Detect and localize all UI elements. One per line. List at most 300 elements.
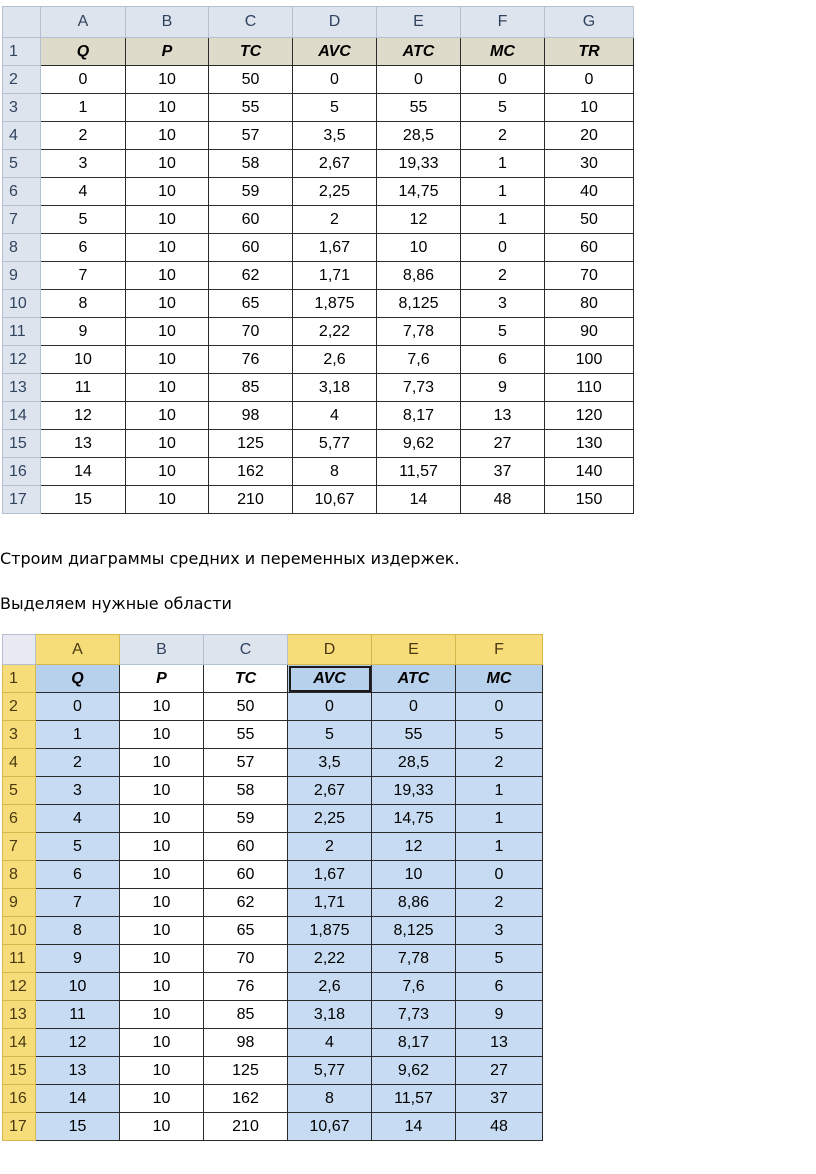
- cell[interactable]: 3: [41, 150, 126, 178]
- table-row: [3, 665, 543, 693]
- cell[interactable]: 27: [461, 430, 545, 458]
- cell[interactable]: 1: [461, 178, 545, 206]
- cell[interactable]: 60: [204, 833, 288, 861]
- cell[interactable]: 2: [461, 122, 545, 150]
- table-row: [3, 206, 634, 234]
- cell[interactable]: 14: [41, 458, 126, 486]
- cell[interactable]: 13: [461, 402, 545, 430]
- cell[interactable]: 10: [126, 66, 209, 94]
- column-header-g[interactable]: G: [545, 7, 634, 38]
- row-header[interactable]: 2: [3, 66, 41, 94]
- cell[interactable]: 8: [293, 458, 377, 486]
- cell[interactable]: 76: [204, 973, 288, 1001]
- cell[interactable]: 28,5: [377, 122, 461, 150]
- cell[interactable]: 10: [120, 973, 204, 1001]
- cell[interactable]: 2,67: [288, 777, 372, 805]
- cell[interactable]: 0: [36, 693, 120, 721]
- cell[interactable]: 6: [36, 861, 120, 889]
- cell[interactable]: 7,78: [372, 945, 456, 973]
- cell[interactable]: 60: [204, 861, 288, 889]
- column-header-f[interactable]: F: [461, 7, 545, 38]
- cell[interactable]: 110: [545, 374, 634, 402]
- column-header-e[interactable]: E: [377, 7, 461, 38]
- row-header[interactable]: 6: [3, 178, 41, 206]
- cell[interactable]: 5: [288, 721, 372, 749]
- cell[interactable]: 1: [456, 777, 543, 805]
- header-cell[interactable]: Q: [36, 665, 120, 693]
- table-row: [3, 1113, 543, 1141]
- row-header[interactable]: 8: [3, 861, 36, 889]
- cell[interactable]: 9,62: [377, 430, 461, 458]
- cell[interactable]: 1: [461, 206, 545, 234]
- cell[interactable]: 28,5: [372, 749, 456, 777]
- cell[interactable]: 8,125: [372, 917, 456, 945]
- table-row: [3, 889, 543, 917]
- cell[interactable]: 10: [126, 318, 209, 346]
- cell[interactable]: 8: [288, 1085, 372, 1113]
- cell[interactable]: 4: [293, 402, 377, 430]
- row-header[interactable]: 3: [3, 721, 36, 749]
- cell[interactable]: 10: [120, 749, 204, 777]
- cell[interactable]: 37: [456, 1085, 543, 1113]
- row-header[interactable]: 17: [3, 486, 41, 514]
- row-header[interactable]: 14: [3, 402, 41, 430]
- cell[interactable]: 14: [372, 1113, 456, 1141]
- cell[interactable]: 4: [288, 1029, 372, 1057]
- cell[interactable]: 7,6: [372, 973, 456, 1001]
- cell[interactable]: 3,5: [293, 122, 377, 150]
- cell[interactable]: 85: [209, 374, 293, 402]
- cell[interactable]: 1: [456, 833, 543, 861]
- column-header-d[interactable]: D: [293, 7, 377, 38]
- cell[interactable]: 60: [545, 234, 634, 262]
- cell[interactable]: 14,75: [377, 178, 461, 206]
- cell[interactable]: 2,22: [293, 318, 377, 346]
- cell[interactable]: 10: [377, 234, 461, 262]
- row-header[interactable]: 9: [3, 889, 36, 917]
- cell[interactable]: 6: [456, 973, 543, 1001]
- column-header-c[interactable]: C: [209, 7, 293, 38]
- cell[interactable]: 10: [120, 917, 204, 945]
- row-header[interactable]: 13: [3, 374, 41, 402]
- cell[interactable]: 0: [377, 66, 461, 94]
- table-row: [3, 66, 634, 94]
- cell[interactable]: 2: [461, 262, 545, 290]
- cell[interactable]: 1,67: [293, 234, 377, 262]
- cell[interactable]: 60: [209, 234, 293, 262]
- cell[interactable]: 37: [461, 458, 545, 486]
- row-header[interactable]: 12: [3, 973, 36, 1001]
- cell[interactable]: 4: [41, 178, 126, 206]
- table-row: [3, 486, 634, 514]
- cell[interactable]: 2: [456, 889, 543, 917]
- column-header-b[interactable]: B: [126, 7, 209, 38]
- cell[interactable]: 8,125: [377, 290, 461, 318]
- cell[interactable]: 10: [120, 1001, 204, 1029]
- cell[interactable]: 11,57: [372, 1085, 456, 1113]
- header-cell[interactable]: MC: [461, 38, 545, 66]
- cell[interactable]: 5: [461, 318, 545, 346]
- row-header[interactable]: 13: [3, 1001, 36, 1029]
- cell[interactable]: 10: [120, 945, 204, 973]
- header-cell[interactable]: Q: [41, 38, 126, 66]
- cell[interactable]: 85: [204, 1001, 288, 1029]
- cell[interactable]: 3: [461, 290, 545, 318]
- cell[interactable]: 55: [377, 94, 461, 122]
- column-header-b[interactable]: B: [120, 635, 204, 665]
- row-header[interactable]: 6: [3, 805, 36, 833]
- table-row: [3, 973, 543, 1001]
- column-header-c[interactable]: C: [204, 635, 288, 665]
- row-header[interactable]: 10: [3, 917, 36, 945]
- cell[interactable]: 12: [377, 206, 461, 234]
- row-header[interactable]: 17: [3, 1113, 36, 1141]
- cell[interactable]: 20: [545, 122, 634, 150]
- cell[interactable]: 8,17: [377, 402, 461, 430]
- cell[interactable]: 1,71: [293, 262, 377, 290]
- cell[interactable]: 10: [126, 150, 209, 178]
- cell[interactable]: 76: [209, 346, 293, 374]
- row-header[interactable]: 16: [3, 1085, 36, 1113]
- cell[interactable]: 2: [456, 749, 543, 777]
- cell[interactable]: 13: [41, 430, 126, 458]
- row-header[interactable]: 3: [3, 94, 41, 122]
- row-header[interactable]: 4: [3, 749, 36, 777]
- row-header[interactable]: 11: [3, 318, 41, 346]
- cell[interactable]: 10: [41, 346, 126, 374]
- cell[interactable]: 10: [120, 805, 204, 833]
- cell[interactable]: 0: [288, 693, 372, 721]
- cell[interactable]: 210: [209, 486, 293, 514]
- cell[interactable]: 55: [204, 721, 288, 749]
- cell[interactable]: 70: [204, 945, 288, 973]
- table-row: [3, 917, 543, 945]
- table-row: [3, 262, 634, 290]
- cell[interactable]: 55: [372, 721, 456, 749]
- cell[interactable]: 10: [36, 973, 120, 1001]
- row-header[interactable]: 1: [3, 38, 41, 66]
- cell[interactable]: 2: [41, 122, 126, 150]
- cell[interactable]: 5: [293, 94, 377, 122]
- cell[interactable]: 0: [456, 861, 543, 889]
- column-header-e[interactable]: E: [372, 635, 456, 665]
- cell[interactable]: 1,67: [288, 861, 372, 889]
- cell[interactable]: 10: [120, 1029, 204, 1057]
- cell[interactable]: 10: [120, 833, 204, 861]
- cell[interactable]: 10: [126, 178, 209, 206]
- cell[interactable]: 57: [204, 749, 288, 777]
- sheet2-grid: [2, 634, 543, 1141]
- table-row: [3, 150, 634, 178]
- cell[interactable]: 12: [41, 402, 126, 430]
- cell[interactable]: 7: [36, 889, 120, 917]
- row-header[interactable]: 12: [3, 346, 41, 374]
- cell[interactable]: 19,33: [372, 777, 456, 805]
- cell[interactable]: 50: [204, 693, 288, 721]
- cell[interactable]: 6: [461, 346, 545, 374]
- cell[interactable]: 9,62: [372, 1057, 456, 1085]
- cell[interactable]: 70: [209, 318, 293, 346]
- table-row: [3, 38, 634, 66]
- cell[interactable]: 8,86: [377, 262, 461, 290]
- cell[interactable]: 10,67: [293, 486, 377, 514]
- cell[interactable]: 15: [41, 486, 126, 514]
- cell[interactable]: 6: [41, 234, 126, 262]
- cell[interactable]: 60: [209, 206, 293, 234]
- cell[interactable]: 2,6: [288, 973, 372, 1001]
- cell[interactable]: 11: [41, 374, 126, 402]
- cell[interactable]: 9: [36, 945, 120, 973]
- cell[interactable]: 57: [209, 122, 293, 150]
- cell[interactable]: 59: [209, 178, 293, 206]
- table-row: [3, 290, 634, 318]
- cell[interactable]: 62: [204, 889, 288, 917]
- cell[interactable]: 7,6: [377, 346, 461, 374]
- header-cell[interactable]: MC: [456, 665, 543, 693]
- column-header-f[interactable]: F: [456, 635, 543, 665]
- header-cell[interactable]: AVC: [288, 665, 372, 693]
- cell[interactable]: 10: [120, 693, 204, 721]
- cell[interactable]: 9: [456, 1001, 543, 1029]
- row-header[interactable]: 15: [3, 1057, 36, 1085]
- column-header-a[interactable]: A: [41, 7, 126, 38]
- cell[interactable]: 48: [461, 486, 545, 514]
- cell[interactable]: 30: [545, 150, 634, 178]
- cell[interactable]: 11: [36, 1001, 120, 1029]
- cell[interactable]: 8: [36, 917, 120, 945]
- cell[interactable]: 5: [456, 721, 543, 749]
- cell[interactable]: 162: [204, 1085, 288, 1113]
- cell[interactable]: 0: [545, 66, 634, 94]
- header-cell[interactable]: P: [126, 38, 209, 66]
- cell[interactable]: 10: [126, 234, 209, 262]
- row-header[interactable]: 9: [3, 262, 41, 290]
- table-row: [3, 122, 634, 150]
- cell[interactable]: 2,25: [293, 178, 377, 206]
- cell[interactable]: 62: [209, 262, 293, 290]
- cell[interactable]: 130: [545, 430, 634, 458]
- cell[interactable]: 65: [204, 917, 288, 945]
- cell[interactable]: 15: [36, 1113, 120, 1141]
- cell[interactable]: 10: [126, 290, 209, 318]
- table-row: [3, 402, 634, 430]
- cell[interactable]: 98: [204, 1029, 288, 1057]
- cell[interactable]: 58: [204, 777, 288, 805]
- row-header[interactable]: 11: [3, 945, 36, 973]
- select-all-corner[interactable]: [3, 635, 36, 665]
- cell[interactable]: 70: [545, 262, 634, 290]
- cell[interactable]: 4: [36, 805, 120, 833]
- cell[interactable]: 2: [293, 206, 377, 234]
- cell[interactable]: 5,77: [288, 1057, 372, 1085]
- row-header[interactable]: 7: [3, 206, 41, 234]
- row-header[interactable]: 7: [3, 833, 36, 861]
- cell[interactable]: 10: [120, 777, 204, 805]
- cell[interactable]: 3: [36, 777, 120, 805]
- header-cell[interactable]: TC: [204, 665, 288, 693]
- cell[interactable]: 13: [456, 1029, 543, 1057]
- cell[interactable]: 0: [461, 234, 545, 262]
- cell[interactable]: 10: [126, 402, 209, 430]
- cell[interactable]: 7,78: [377, 318, 461, 346]
- cell[interactable]: 2,25: [288, 805, 372, 833]
- cell[interactable]: 7: [41, 262, 126, 290]
- cell[interactable]: 1: [456, 805, 543, 833]
- cell[interactable]: 50: [209, 66, 293, 94]
- cell[interactable]: 10: [545, 94, 634, 122]
- table-row: [3, 945, 543, 973]
- header-cell[interactable]: TC: [209, 38, 293, 66]
- column-header-a[interactable]: A: [36, 635, 120, 665]
- row-header[interactable]: 5: [3, 777, 36, 805]
- table-row: [3, 833, 543, 861]
- cell[interactable]: 9: [461, 374, 545, 402]
- cell[interactable]: 1,875: [293, 290, 377, 318]
- table-row: [3, 1001, 543, 1029]
- cell[interactable]: 10: [372, 861, 456, 889]
- cell[interactable]: 10: [120, 1085, 204, 1113]
- cell[interactable]: 140: [545, 458, 634, 486]
- table-row: [3, 430, 634, 458]
- select-all-corner[interactable]: [3, 7, 41, 38]
- row-header[interactable]: 4: [3, 122, 41, 150]
- cell[interactable]: 1,71: [288, 889, 372, 917]
- cell[interactable]: 10: [120, 1057, 204, 1085]
- cell[interactable]: 5: [41, 206, 126, 234]
- cell[interactable]: 14,75: [372, 805, 456, 833]
- row-header[interactable]: 10: [3, 290, 41, 318]
- cell[interactable]: 100: [545, 346, 634, 374]
- cell[interactable]: 27: [456, 1057, 543, 1085]
- row-header[interactable]: 16: [3, 458, 41, 486]
- header-cell[interactable]: ATC: [372, 665, 456, 693]
- cell[interactable]: 14: [377, 486, 461, 514]
- row-header[interactable]: 15: [3, 430, 41, 458]
- header-cell[interactable]: AVC: [293, 38, 377, 66]
- header-cell[interactable]: ATC: [377, 38, 461, 66]
- cell[interactable]: 0: [372, 693, 456, 721]
- cell[interactable]: 10: [126, 374, 209, 402]
- cell[interactable]: 55: [209, 94, 293, 122]
- cell[interactable]: 11,57: [377, 458, 461, 486]
- cell[interactable]: 5: [456, 945, 543, 973]
- row-header[interactable]: 14: [3, 1029, 36, 1057]
- cell[interactable]: 1,875: [288, 917, 372, 945]
- cell[interactable]: 1: [41, 94, 126, 122]
- cell[interactable]: 13: [36, 1057, 120, 1085]
- column-header-d[interactable]: D: [288, 635, 372, 665]
- header-cell[interactable]: TR: [545, 38, 634, 66]
- instruction-line-2: Выделяем нужные области: [0, 594, 232, 613]
- cell[interactable]: 10: [126, 458, 209, 486]
- cell[interactable]: 98: [209, 402, 293, 430]
- cell[interactable]: 8,86: [372, 889, 456, 917]
- instruction-line-1: Строим диаграммы средних и переменных издержек.: [0, 549, 460, 568]
- cell[interactable]: 125: [204, 1057, 288, 1085]
- table-row: [3, 374, 634, 402]
- cell[interactable]: 3,5: [288, 749, 372, 777]
- cell[interactable]: 0: [461, 66, 545, 94]
- table-row: [3, 721, 543, 749]
- cell[interactable]: 5: [36, 833, 120, 861]
- cell[interactable]: 2,6: [293, 346, 377, 374]
- cell[interactable]: 0: [293, 66, 377, 94]
- cell[interactable]: 8,17: [372, 1029, 456, 1057]
- cell[interactable]: 10,67: [288, 1113, 372, 1141]
- cell[interactable]: 80: [545, 290, 634, 318]
- cell[interactable]: 10: [126, 486, 209, 514]
- cell[interactable]: 2,22: [288, 945, 372, 973]
- cell[interactable]: 10: [120, 861, 204, 889]
- row-header[interactable]: 5: [3, 150, 41, 178]
- cell[interactable]: 2,67: [293, 150, 377, 178]
- cell[interactable]: 10: [126, 206, 209, 234]
- cell[interactable]: 150: [545, 486, 634, 514]
- cell[interactable]: 10: [126, 122, 209, 150]
- cell[interactable]: 50: [545, 206, 634, 234]
- cell[interactable]: 7,73: [372, 1001, 456, 1029]
- cell[interactable]: 162: [209, 458, 293, 486]
- table-row: [3, 861, 543, 889]
- cell[interactable]: 5: [461, 94, 545, 122]
- cell[interactable]: 10: [120, 889, 204, 917]
- cell[interactable]: 58: [209, 150, 293, 178]
- table-row: [3, 458, 634, 486]
- cell[interactable]: 10: [126, 94, 209, 122]
- cell[interactable]: 10: [120, 1113, 204, 1141]
- table-row: [3, 1057, 543, 1085]
- cell[interactable]: 0: [41, 66, 126, 94]
- cell[interactable]: 120: [545, 402, 634, 430]
- table-row: [3, 94, 634, 122]
- cell[interactable]: 0: [456, 693, 543, 721]
- table-row: [3, 749, 543, 777]
- cell[interactable]: 59: [204, 805, 288, 833]
- cell[interactable]: 40: [545, 178, 634, 206]
- table-row: [3, 234, 634, 262]
- cell[interactable]: 3,18: [293, 374, 377, 402]
- cell[interactable]: 10: [126, 346, 209, 374]
- cell[interactable]: 3: [456, 917, 543, 945]
- cell[interactable]: 8: [41, 290, 126, 318]
- row-header[interactable]: 2: [3, 693, 36, 721]
- cell[interactable]: 1: [461, 150, 545, 178]
- cell[interactable]: 48: [456, 1113, 543, 1141]
- cell[interactable]: 210: [204, 1113, 288, 1141]
- cell[interactable]: 14: [36, 1085, 120, 1113]
- cell[interactable]: 2: [288, 833, 372, 861]
- table-row: [3, 318, 634, 346]
- cell[interactable]: 3,18: [288, 1001, 372, 1029]
- cell[interactable]: 5,77: [293, 430, 377, 458]
- cell[interactable]: 10: [126, 262, 209, 290]
- cell[interactable]: 7,73: [377, 374, 461, 402]
- cell[interactable]: 2: [36, 749, 120, 777]
- row-header[interactable]: 1: [3, 665, 36, 693]
- cell[interactable]: 1: [36, 721, 120, 749]
- row-header[interactable]: 8: [3, 234, 41, 262]
- cell[interactable]: 19,33: [377, 150, 461, 178]
- cell[interactable]: 65: [209, 290, 293, 318]
- cell[interactable]: 125: [209, 430, 293, 458]
- cell[interactable]: 10: [126, 430, 209, 458]
- cell[interactable]: 9: [41, 318, 126, 346]
- cell[interactable]: 10: [120, 721, 204, 749]
- cell[interactable]: 12: [36, 1029, 120, 1057]
- cell[interactable]: 90: [545, 318, 634, 346]
- cell[interactable]: 12: [372, 833, 456, 861]
- header-cell[interactable]: P: [120, 665, 204, 693]
